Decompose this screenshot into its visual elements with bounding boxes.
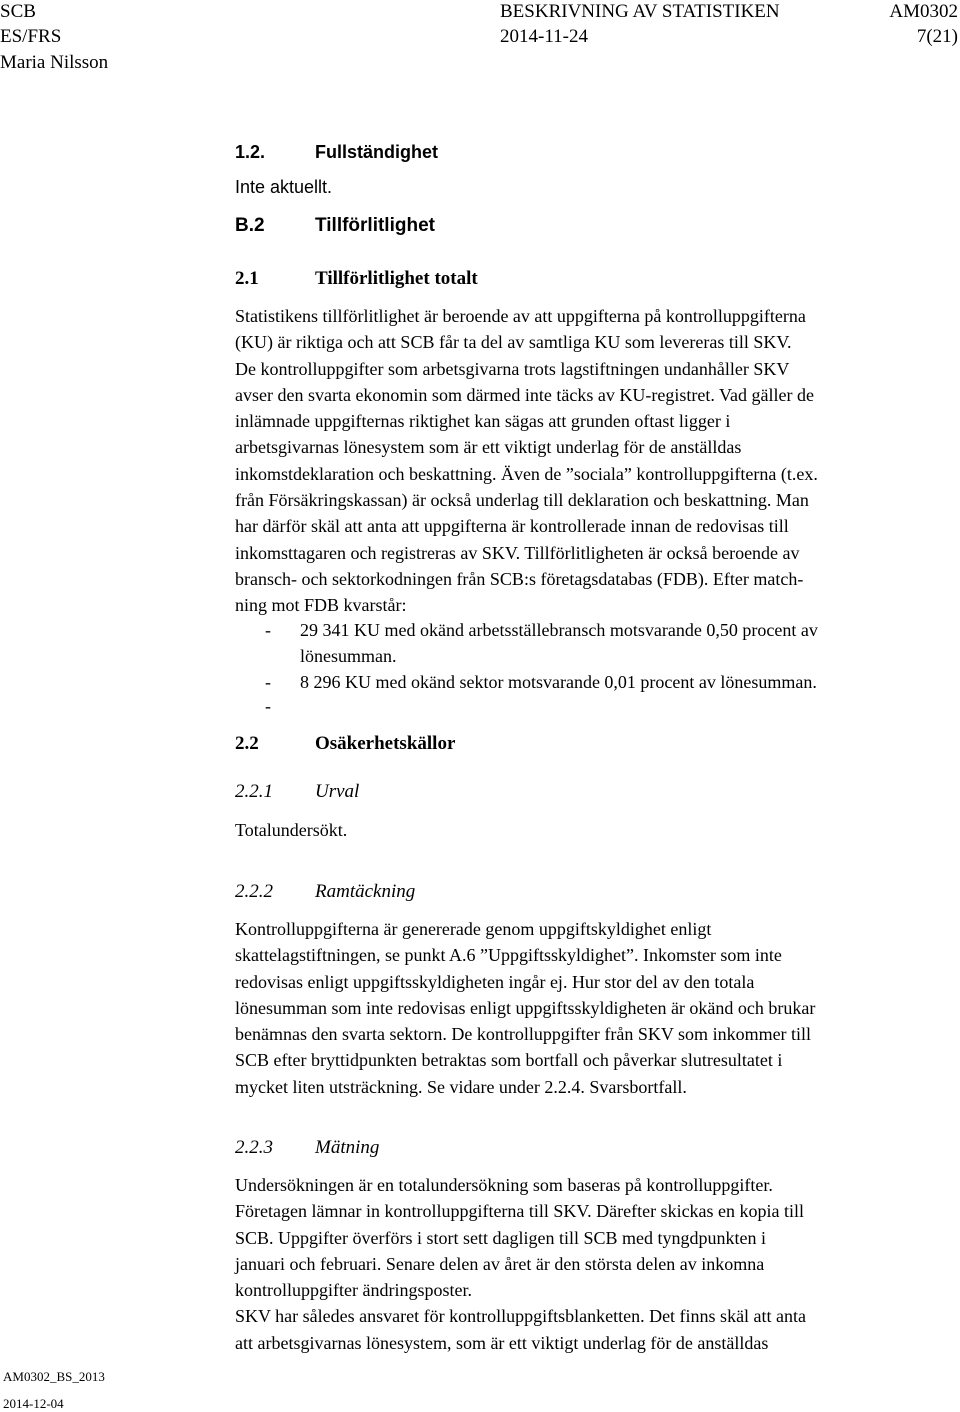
text-line: benämnas den svarta sektorn. De kontrolluppgifter från SKV som inkommer till (235, 1024, 812, 1045)
heading-title: Ramtäckning (315, 881, 416, 902)
list-item (235, 617, 960, 670)
heading-title: Tillförlitlighet totalt (315, 268, 478, 289)
heading-number: 2.2.3 (235, 1137, 273, 1158)
text-line: (KU) är riktiga och att SCB får ta del av samtliga KU som levereras till SKV. (235, 332, 792, 353)
heading-2-2-3 (235, 1135, 379, 1161)
text-line: inkomstdeklaration och beskattning. Även de ”sociala” kontrolluppgifterna (t.ex. (235, 463, 818, 484)
text-line: från Försäkringskassan) är också underlag till deklaration och beskattning. Man (235, 490, 809, 511)
text-line: kontrolluppgifter ändringsposter. (235, 1280, 472, 1301)
text-line: ning mot FDB kvarstår: (235, 595, 407, 616)
header-doc-title: BESKRIVNING AV STATISTIKEN (500, 1, 780, 22)
text-line: Undersökningen är en totalundersökning som baseras på kontrolluppgifter. (235, 1175, 773, 1195)
heading-2-2-2 (235, 879, 415, 905)
text-line: bransch- och sektorkodningen från SCB:s företagsdatabas (FDB). Efter match- (235, 568, 804, 589)
heading-title: Fullständighet (315, 142, 438, 162)
list-item-line: lönesumman. (300, 646, 397, 667)
heading-number: 2.2 (235, 733, 259, 754)
header-org: SCB (0, 1, 36, 22)
text-line: redovisas enligt uppgiftsskyldigheten ingår ej. Hur stor del av den totala (235, 971, 755, 992)
heading-number: 2.2.1 (235, 781, 273, 802)
heading-2-1 (235, 266, 478, 292)
heading-number: 1.2. (235, 142, 266, 162)
text-line: Företagen lämnar in kontrolluppgifterna till SKV. Därefter skickas en kopia till (235, 1201, 805, 1222)
list-item-line: 8 296 KU med okänd sektor motsvarande 0,01 procent av lönesumman. (300, 672, 817, 692)
list-dash: - (265, 672, 271, 692)
heading-2-2-1 (235, 779, 359, 805)
list-dash: - (265, 696, 271, 716)
list-item (235, 669, 960, 696)
heading-title: Osäkerhetskällor (315, 733, 456, 754)
heading-title: Tillförlitlighet (315, 215, 435, 236)
text-line: mycket liten utsträckning. Se vidare under 2.2.4. Svarsbortfall. (235, 1076, 687, 1097)
text-line: inkomsttagaren och registreras av SKV. Tillförlitligheten är också beroende av (235, 542, 800, 563)
text-line: januari och februari. Senare delen av året är den största delen av inkomna (235, 1253, 765, 1274)
header-author: Maria Nilsson (0, 52, 109, 73)
list-dash: - (265, 620, 271, 640)
text-line: SCB. Uppgifter överförs i stort sett dagligen till SCB med tyngdpunkten i (235, 1227, 766, 1248)
text-line: Statistikens tillförlitlighet är beroende av att uppgifterna på kontrolluppgifterna (235, 306, 806, 326)
list-item-text (300, 617, 960, 670)
paragraph-urval: Totalundersökt. (235, 820, 348, 840)
paragraph-fullstandighet: Inte aktuellt. (235, 177, 333, 197)
header-date: 2014-11-24 (500, 26, 588, 47)
heading-number: B.2 (235, 215, 265, 236)
text-line: skattelagstiftningen, se punkt A.6 ”Uppgiftsskyldighet”. Inkomster som inte (235, 945, 782, 966)
footer-date: 2014-12-04 (3, 1396, 64, 1411)
header-page-number: 7(21) (916, 26, 958, 47)
text-line: De kontrolluppgifter som arbetsgivarna trots lagstiftningen undanhåller SKV (235, 358, 790, 379)
heading-number: 2.1 (235, 268, 259, 289)
text-line: att arbetsgivarnas lönesystem, som är ett viktigt underlag för de anställdas (235, 1332, 769, 1353)
text-line: avser den svarta ekonomin som därmed inte täcks av KU-registret. Vad gäller de (235, 384, 814, 405)
header-doc-id: AM0302 (889, 1, 958, 22)
footer-code: AM0302_BS_2013 (3, 1369, 105, 1384)
paragraph-matning (235, 1172, 955, 1356)
list-item-line: 29 341 KU med okänd arbetsställebransch motsvarande 0,50 procent av (300, 620, 818, 640)
paragraph-ramtackning (235, 916, 955, 1100)
list-item (235, 693, 960, 720)
text-line: inlämnade uppgifternas riktighet kan sägas att grunden oftast ligger i (235, 411, 731, 432)
heading-title: Mätning (315, 1137, 380, 1158)
heading-b2 (235, 213, 435, 239)
heading-2-2 (235, 731, 455, 757)
text-line: lönesumman som inte redovisas enligt uppgiftsskyldigheten är okänd och brukar (235, 997, 816, 1018)
heading-title: Urval (315, 781, 360, 802)
paragraph-tillforlitlighet (235, 303, 955, 619)
header-unit: ES/FRS (0, 26, 62, 47)
text-line: SKV har således ansvaret för kontrolluppgiftsblanketten. Det finns skäl att anta (235, 1306, 807, 1327)
text-line: SCB efter bryttidpunkten betraktas som bortfall och påverkar slutresultatet i (235, 1050, 783, 1071)
text-line: har därför skäl att anta att uppgifterna är kontrollerade innan de redovisas till (235, 516, 789, 537)
text-line: arbetsgivarnas lönesystem som är ett viktigt underlag för de anställdas (235, 437, 742, 458)
heading-1-2 (235, 139, 438, 165)
heading-number: 2.2.2 (235, 881, 273, 902)
text-line: Kontrolluppgifterna är genererade genom uppgiftskyldighet enligt (235, 919, 712, 939)
